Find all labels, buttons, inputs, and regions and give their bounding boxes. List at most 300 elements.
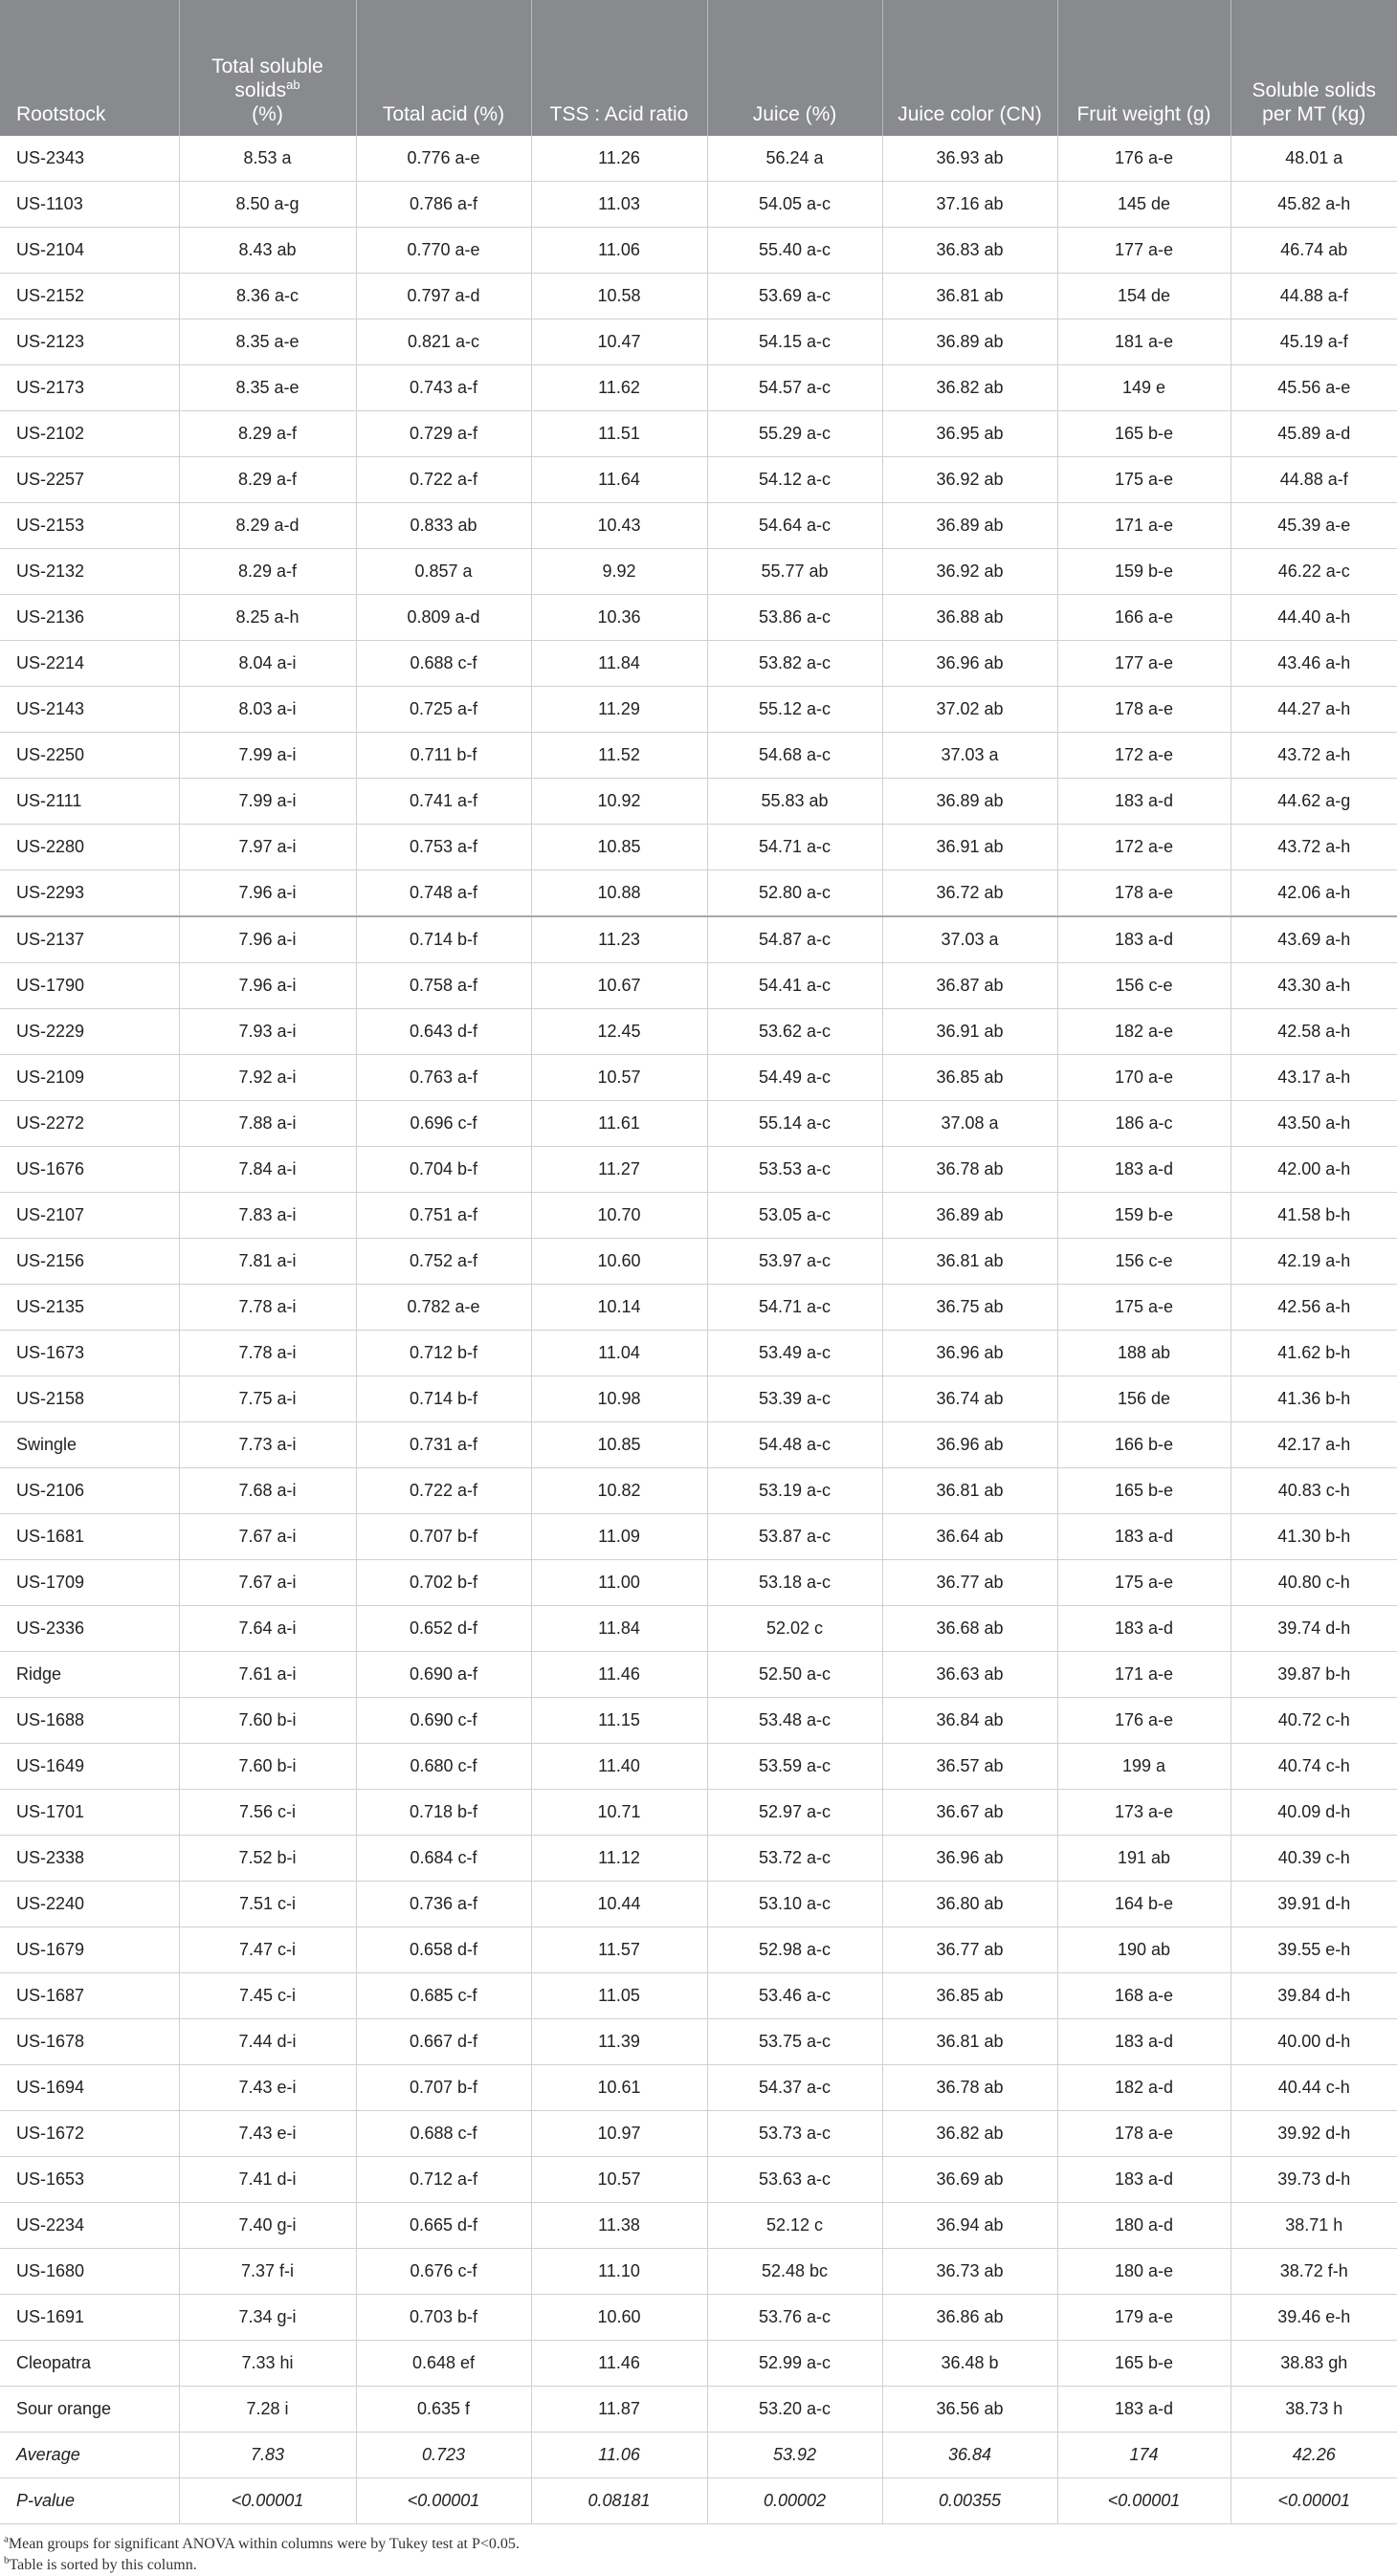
cell-weight: 165 b-e	[1057, 411, 1231, 457]
cell-rootstock: US-2123	[0, 319, 179, 365]
cell-solids: 38.72 f-h	[1231, 2249, 1397, 2295]
cell-juice: 52.99 a-c	[707, 2341, 882, 2387]
table-row	[0, 1009, 1397, 1055]
cell-acid: 0.714 b-f	[356, 1376, 531, 1422]
cell-tss: 7.56 c-i	[179, 1790, 356, 1836]
cell-acid: 0.758 a-f	[356, 963, 531, 1009]
table-row	[0, 1606, 1397, 1652]
cell-ratio: 11.06	[531, 2433, 707, 2478]
cell-solids: 41.30 b-h	[1231, 1514, 1397, 1560]
cell-juice: 53.10 a-c	[707, 1882, 882, 1927]
header-juice: Juice (%)	[707, 0, 882, 136]
cell-color: 37.02 ab	[882, 687, 1057, 733]
cell-ratio: 10.57	[531, 2157, 707, 2203]
cell-weight: 183 a-d	[1057, 2019, 1231, 2065]
cell-tss: 7.33 hi	[179, 2341, 356, 2387]
cell-ratio: 11.38	[531, 2203, 707, 2249]
cell-juice: 54.37 a-c	[707, 2065, 882, 2111]
table-row	[0, 1376, 1397, 1422]
cell-tss: <0.00001	[179, 2478, 356, 2524]
cell-solids: 40.00 d-h	[1231, 2019, 1397, 2065]
table-row	[0, 274, 1397, 319]
table-row	[0, 779, 1397, 825]
cell-acid: 0.711 b-f	[356, 733, 531, 779]
cell-ratio: 12.45	[531, 1009, 707, 1055]
cell-tss: 7.44 d-i	[179, 2019, 356, 2065]
cell-tss: 7.99 a-i	[179, 733, 356, 779]
cell-color: 36.48 b	[882, 2341, 1057, 2387]
table-row	[0, 2065, 1397, 2111]
cell-ratio: 11.12	[531, 1836, 707, 1882]
cell-ratio: 10.43	[531, 503, 707, 549]
cell-ratio: 11.05	[531, 1973, 707, 2019]
cell-ratio: 10.60	[531, 2295, 707, 2341]
cell-acid: 0.736 a-f	[356, 1882, 531, 1927]
cell-acid: <0.00001	[356, 2478, 531, 2524]
cell-solids: 44.27 a-h	[1231, 687, 1397, 733]
table-row	[0, 1239, 1397, 1285]
cell-acid: 0.857 a	[356, 549, 531, 595]
cell-tss: 7.96 a-i	[179, 963, 356, 1009]
cell-tss: 8.29 a-f	[179, 411, 356, 457]
table-row	[0, 1973, 1397, 2019]
cell-ratio: 11.06	[531, 228, 707, 274]
cell-ratio: 11.10	[531, 2249, 707, 2295]
cell-juice: 54.49 a-c	[707, 1055, 882, 1101]
cell-color: 36.73 ab	[882, 2249, 1057, 2295]
cell-solids: 42.00 a-h	[1231, 1147, 1397, 1193]
cell-weight: 173 a-e	[1057, 1790, 1231, 1836]
cell-weight: 176 a-e	[1057, 136, 1231, 182]
table-row	[0, 319, 1397, 365]
cell-tss: 7.93 a-i	[179, 1009, 356, 1055]
cell-juice: 54.48 a-c	[707, 1422, 882, 1468]
cell-solids: 40.74 c-h	[1231, 1744, 1397, 1790]
cell-ratio: 10.57	[531, 1055, 707, 1101]
cell-rootstock: US-2338	[0, 1836, 179, 1882]
cell-ratio: 11.84	[531, 1606, 707, 1652]
cell-rootstock: US-1709	[0, 1560, 179, 1606]
cell-tss: 8.29 a-f	[179, 457, 356, 503]
cell-acid: 0.707 b-f	[356, 1514, 531, 1560]
header-juice-color: Juice color (CN)	[882, 0, 1057, 136]
table-row	[0, 411, 1397, 457]
cell-tss: 7.83	[179, 2433, 356, 2478]
cell-solids: 44.88 a-f	[1231, 457, 1397, 503]
cell-juice: 53.53 a-c	[707, 1147, 882, 1193]
cell-ratio: 11.61	[531, 1101, 707, 1147]
cell-weight: 166 a-e	[1057, 595, 1231, 641]
cell-color: 36.84	[882, 2433, 1057, 2478]
cell-tss: 7.43 e-i	[179, 2065, 356, 2111]
cell-acid: 0.770 a-e	[356, 228, 531, 274]
cell-weight: 178 a-e	[1057, 870, 1231, 917]
cell-ratio: 10.14	[531, 1285, 707, 1331]
header-rootstock: Rootstock	[0, 0, 179, 136]
cell-solids: 43.69 a-h	[1231, 916, 1397, 963]
cell-ratio: 11.39	[531, 2019, 707, 2065]
table-body	[0, 136, 1397, 2524]
cell-acid: 0.685 c-f	[356, 1973, 531, 2019]
table-row	[0, 2157, 1397, 2203]
cell-juice: 55.29 a-c	[707, 411, 882, 457]
cell-ratio: 11.03	[531, 182, 707, 228]
cell-solids: 39.46 e-h	[1231, 2295, 1397, 2341]
cell-ratio: 10.92	[531, 779, 707, 825]
cell-acid: 0.741 a-f	[356, 779, 531, 825]
cell-acid: 0.676 c-f	[356, 2249, 531, 2295]
cell-weight: 175 a-e	[1057, 1285, 1231, 1331]
cell-acid: 0.833 ab	[356, 503, 531, 549]
cell-juice: 53.86 a-c	[707, 595, 882, 641]
cell-tss: 7.84 a-i	[179, 1147, 356, 1193]
cell-color: 36.96 ab	[882, 1331, 1057, 1376]
cell-color: 37.03 a	[882, 916, 1057, 963]
cell-tss: 7.41 d-i	[179, 2157, 356, 2203]
header-total-soluble-solids	[179, 0, 356, 136]
cell-juice: 54.12 a-c	[707, 457, 882, 503]
cell-juice: 53.46 a-c	[707, 1973, 882, 2019]
cell-juice: 53.49 a-c	[707, 1331, 882, 1376]
cell-rootstock: US-1680	[0, 2249, 179, 2295]
cell-color: 36.93 ab	[882, 136, 1057, 182]
cell-color: 36.78 ab	[882, 2065, 1057, 2111]
cell-rootstock: Cleopatra	[0, 2341, 179, 2387]
cell-solids: 42.19 a-h	[1231, 1239, 1397, 1285]
cell-juice: 53.20 a-c	[707, 2387, 882, 2433]
cell-rootstock: US-1790	[0, 963, 179, 1009]
table-row	[0, 549, 1397, 595]
cell-ratio: 11.84	[531, 641, 707, 687]
cell-tss: 8.43 ab	[179, 228, 356, 274]
cell-rootstock: US-2135	[0, 1285, 179, 1331]
cell-juice: 53.05 a-c	[707, 1193, 882, 1239]
cell-acid: 0.743 a-f	[356, 365, 531, 411]
cell-weight: 172 a-e	[1057, 825, 1231, 870]
cell-weight: <0.00001	[1057, 2478, 1231, 2524]
cell-color: 36.64 ab	[882, 1514, 1057, 1560]
table-row	[0, 825, 1397, 870]
cell-color: 36.85 ab	[882, 1973, 1057, 2019]
cell-weight: 183 a-d	[1057, 2157, 1231, 2203]
cell-weight: 183 a-d	[1057, 2387, 1231, 2433]
table-row	[0, 1836, 1397, 1882]
cell-acid: 0.665 d-f	[356, 2203, 531, 2249]
cell-juice: 54.41 a-c	[707, 963, 882, 1009]
cell-juice: 55.40 a-c	[707, 228, 882, 274]
cell-rootstock: US-2109	[0, 1055, 179, 1101]
cell-tss: 8.25 a-h	[179, 595, 356, 641]
cell-solids: 40.09 d-h	[1231, 1790, 1397, 1836]
cell-rootstock: US-1694	[0, 2065, 179, 2111]
cell-acid: 0.684 c-f	[356, 1836, 531, 1882]
cell-color: 36.81 ab	[882, 1239, 1057, 1285]
cell-solids: 39.55 e-h	[1231, 1927, 1397, 1973]
cell-ratio: 11.40	[531, 1744, 707, 1790]
table-row	[0, 136, 1397, 182]
cell-weight: 188 ab	[1057, 1331, 1231, 1376]
cell-ratio: 10.67	[531, 963, 707, 1009]
cell-rootstock: US-2173	[0, 365, 179, 411]
cell-solids: 41.36 b-h	[1231, 1376, 1397, 1422]
cell-solids: 41.58 b-h	[1231, 1193, 1397, 1239]
table-row	[0, 2387, 1397, 2433]
table-row	[0, 1882, 1397, 1927]
cell-rootstock: US-1681	[0, 1514, 179, 1560]
cell-acid: 0.688 c-f	[356, 2111, 531, 2157]
cell-solids: 45.82 a-h	[1231, 182, 1397, 228]
cell-weight: 156 de	[1057, 1376, 1231, 1422]
cell-weight: 183 a-d	[1057, 916, 1231, 963]
cell-solids: 40.44 c-h	[1231, 2065, 1397, 2111]
cell-color: 36.81 ab	[882, 1468, 1057, 1514]
cell-rootstock: US-2158	[0, 1376, 179, 1422]
cell-acid: 0.821 a-c	[356, 319, 531, 365]
cell-rootstock: US-2250	[0, 733, 179, 779]
cell-juice: 53.48 a-c	[707, 1698, 882, 1744]
cell-ratio: 11.51	[531, 411, 707, 457]
cell-solids: 44.62 a-g	[1231, 779, 1397, 825]
cell-ratio: 10.47	[531, 319, 707, 365]
cell-juice: 54.71 a-c	[707, 1285, 882, 1331]
cell-color: 36.82 ab	[882, 365, 1057, 411]
cell-ratio: 11.87	[531, 2387, 707, 2433]
cell-color: 36.77 ab	[882, 1560, 1057, 1606]
cell-solids: 40.83 c-h	[1231, 1468, 1397, 1514]
table-row	[0, 687, 1397, 733]
cell-acid: 0.703 b-f	[356, 2295, 531, 2341]
cell-color: 36.91 ab	[882, 1009, 1057, 1055]
cell-tss: 7.78 a-i	[179, 1331, 356, 1376]
cell-acid: 0.752 a-f	[356, 1239, 531, 1285]
cell-rootstock: US-2107	[0, 1193, 179, 1239]
table-row	[0, 2203, 1397, 2249]
table-row	[0, 457, 1397, 503]
cell-solids: 39.91 d-h	[1231, 1882, 1397, 1927]
cell-color: 37.03 a	[882, 733, 1057, 779]
cell-rootstock: US-2280	[0, 825, 179, 870]
cell-weight: 156 c-e	[1057, 1239, 1231, 1285]
cell-rootstock: US-1679	[0, 1927, 179, 1973]
cell-juice: 53.39 a-c	[707, 1376, 882, 1422]
cell-acid: 0.763 a-f	[356, 1055, 531, 1101]
cell-juice: 55.77 ab	[707, 549, 882, 595]
cell-rootstock: US-1672	[0, 2111, 179, 2157]
cell-solids: 45.39 a-e	[1231, 503, 1397, 549]
cell-solids: 43.72 a-h	[1231, 733, 1397, 779]
cell-color: 36.92 ab	[882, 457, 1057, 503]
cell-weight: 164 b-e	[1057, 1882, 1231, 1927]
cell-acid: 0.702 b-f	[356, 1560, 531, 1606]
cell-rootstock: Swingle	[0, 1422, 179, 1468]
cell-weight: 191 ab	[1057, 1836, 1231, 1882]
cell-ratio: 11.64	[531, 457, 707, 503]
cell-rootstock: US-2136	[0, 595, 179, 641]
cell-rootstock: US-2234	[0, 2203, 179, 2249]
cell-weight: 165 b-e	[1057, 2341, 1231, 2387]
cell-solids: 42.17 a-h	[1231, 1422, 1397, 1468]
cell-solids: 38.71 h	[1231, 2203, 1397, 2249]
cell-rootstock: US-1649	[0, 1744, 179, 1790]
cell-juice: 53.97 a-c	[707, 1239, 882, 1285]
cell-juice: 54.05 a-c	[707, 182, 882, 228]
cell-color: 0.00355	[882, 2478, 1057, 2524]
table-row	[0, 365, 1397, 411]
cell-juice: 52.48 bc	[707, 2249, 882, 2295]
cell-ratio: 10.97	[531, 2111, 707, 2157]
table-row	[0, 503, 1397, 549]
cell-rootstock: US-2104	[0, 228, 179, 274]
cell-ratio: 11.15	[531, 1698, 707, 1744]
cell-tss: 7.40 g-i	[179, 2203, 356, 2249]
header-tss-acid-ratio: TSS : Acid ratio	[531, 0, 707, 136]
footnote-text: Mean groups for significant ANOVA within columns were by Tukey test at P<0.05.	[8, 2536, 520, 2552]
cell-acid: 0.748 a-f	[356, 870, 531, 917]
cell-solids: 45.19 a-f	[1231, 319, 1397, 365]
cell-tss: 7.81 a-i	[179, 1239, 356, 1285]
cell-weight: 166 b-e	[1057, 1422, 1231, 1468]
header-total-acid: Total acid (%)	[356, 0, 531, 136]
cell-acid: 0.776 a-e	[356, 136, 531, 182]
cell-juice: 54.87 a-c	[707, 916, 882, 963]
table-row	[0, 1560, 1397, 1606]
cell-tss: 8.53 a	[179, 136, 356, 182]
cell-acid: 0.704 b-f	[356, 1147, 531, 1193]
table-row	[0, 641, 1397, 687]
cell-color: 36.83 ab	[882, 228, 1057, 274]
cell-ratio: 10.36	[531, 595, 707, 641]
cell-color: 36.89 ab	[882, 319, 1057, 365]
footnote-mark: a	[4, 2533, 9, 2545]
cell-rootstock: US-2102	[0, 411, 179, 457]
cell-color: 36.67 ab	[882, 1790, 1057, 1836]
cell-rootstock: US-2156	[0, 1239, 179, 1285]
cell-acid: 0.658 d-f	[356, 1927, 531, 1973]
cell-juice: 52.98 a-c	[707, 1927, 882, 1973]
cell-rootstock: US-2152	[0, 274, 179, 319]
cell-solids: 43.46 a-h	[1231, 641, 1397, 687]
cell-weight: 179 a-e	[1057, 2295, 1231, 2341]
cell-acid: 0.714 b-f	[356, 916, 531, 963]
cell-juice: 53.92	[707, 2433, 882, 2478]
cell-tss: 7.83 a-i	[179, 1193, 356, 1239]
cell-tss: 7.43 e-i	[179, 2111, 356, 2157]
cell-acid: 0.690 a-f	[356, 1652, 531, 1698]
cell-tss: 7.52 b-i	[179, 1836, 356, 1882]
cell-weight: 175 a-e	[1057, 1560, 1231, 1606]
table-row	[0, 1422, 1397, 1468]
cell-tss: 7.61 a-i	[179, 1652, 356, 1698]
cell-juice: 53.19 a-c	[707, 1468, 882, 1514]
cell-color: 36.88 ab	[882, 595, 1057, 641]
cell-tss: 7.97 a-i	[179, 825, 356, 870]
cell-rootstock: US-1653	[0, 2157, 179, 2203]
cell-color: 36.82 ab	[882, 2111, 1057, 2157]
table-row	[0, 1514, 1397, 1560]
cell-rootstock: US-2132	[0, 549, 179, 595]
cell-acid: 0.809 a-d	[356, 595, 531, 641]
cell-acid: 0.652 d-f	[356, 1606, 531, 1652]
cell-tss: 7.45 c-i	[179, 1973, 356, 2019]
cell-ratio: 10.88	[531, 870, 707, 917]
cell-rootstock: Sour orange	[0, 2387, 179, 2433]
table-row	[0, 1790, 1397, 1836]
cell-acid: 0.690 c-f	[356, 1698, 531, 1744]
cell-tss: 7.37 f-i	[179, 2249, 356, 2295]
cell-rootstock: US-1688	[0, 1698, 179, 1744]
cell-ratio: 10.44	[531, 1882, 707, 1927]
cell-solids: 43.30 a-h	[1231, 963, 1397, 1009]
cell-weight: 172 a-e	[1057, 733, 1231, 779]
cell-tss: 7.88 a-i	[179, 1101, 356, 1147]
cell-ratio: 11.29	[531, 687, 707, 733]
table-row	[0, 1468, 1397, 1514]
table-footnotes	[0, 2524, 1397, 2576]
table-row	[0, 1331, 1397, 1376]
table-row	[0, 2019, 1397, 2065]
header-soluble-solids-per-mt: Soluble solids per MT (kg)	[1231, 0, 1397, 136]
cell-solids: 38.73 h	[1231, 2387, 1397, 2433]
cell-rootstock: P-value	[0, 2478, 179, 2524]
cell-juice: 54.68 a-c	[707, 733, 882, 779]
cell-solids: 42.56 a-h	[1231, 1285, 1397, 1331]
cell-juice: 53.59 a-c	[707, 1744, 882, 1790]
cell-tss: 7.68 a-i	[179, 1468, 356, 1514]
cell-tss: 7.96 a-i	[179, 916, 356, 963]
cell-weight: 183 a-d	[1057, 1514, 1231, 1560]
cell-juice: 53.82 a-c	[707, 641, 882, 687]
cell-rootstock: US-1687	[0, 1973, 179, 2019]
cell-weight: 175 a-e	[1057, 457, 1231, 503]
cell-juice: 53.18 a-c	[707, 1560, 882, 1606]
cell-acid: 0.712 a-f	[356, 2157, 531, 2203]
cell-tss: 7.99 a-i	[179, 779, 356, 825]
cell-tss: 8.50 a-g	[179, 182, 356, 228]
cell-acid: 0.729 a-f	[356, 411, 531, 457]
table-row	[0, 2478, 1397, 2524]
cell-tss: 8.35 a-e	[179, 365, 356, 411]
table-row	[0, 2295, 1397, 2341]
cell-acid: 0.786 a-f	[356, 182, 531, 228]
cell-color: 36.85 ab	[882, 1055, 1057, 1101]
cell-ratio: 11.09	[531, 1514, 707, 1560]
cell-juice: 53.87 a-c	[707, 1514, 882, 1560]
cell-solids: 39.87 b-h	[1231, 1652, 1397, 1698]
table-row	[0, 870, 1397, 917]
cell-rootstock: US-2106	[0, 1468, 179, 1514]
header-tss-label: Total soluble solids	[211, 55, 323, 101]
cell-rootstock: US-2214	[0, 641, 179, 687]
cell-color: 36.92 ab	[882, 549, 1057, 595]
cell-solids: 43.50 a-h	[1231, 1101, 1397, 1147]
cell-juice: 52.12 c	[707, 2203, 882, 2249]
cell-color: 36.86 ab	[882, 2295, 1057, 2341]
cell-tss: 7.67 a-i	[179, 1560, 356, 1606]
cell-weight: 178 a-e	[1057, 687, 1231, 733]
cell-weight: 159 b-e	[1057, 549, 1231, 595]
cell-acid: 0.643 d-f	[356, 1009, 531, 1055]
cell-juice: 0.00002	[707, 2478, 882, 2524]
table-row	[0, 733, 1397, 779]
cell-rootstock: US-2143	[0, 687, 179, 733]
cell-solids: 39.84 d-h	[1231, 1973, 1397, 2019]
cell-juice: 55.12 a-c	[707, 687, 882, 733]
cell-rootstock: US-2153	[0, 503, 179, 549]
table-row	[0, 1055, 1397, 1101]
cell-acid: 0.722 a-f	[356, 1468, 531, 1514]
cell-solids: <0.00001	[1231, 2478, 1397, 2524]
cell-solids: 46.22 a-c	[1231, 549, 1397, 595]
